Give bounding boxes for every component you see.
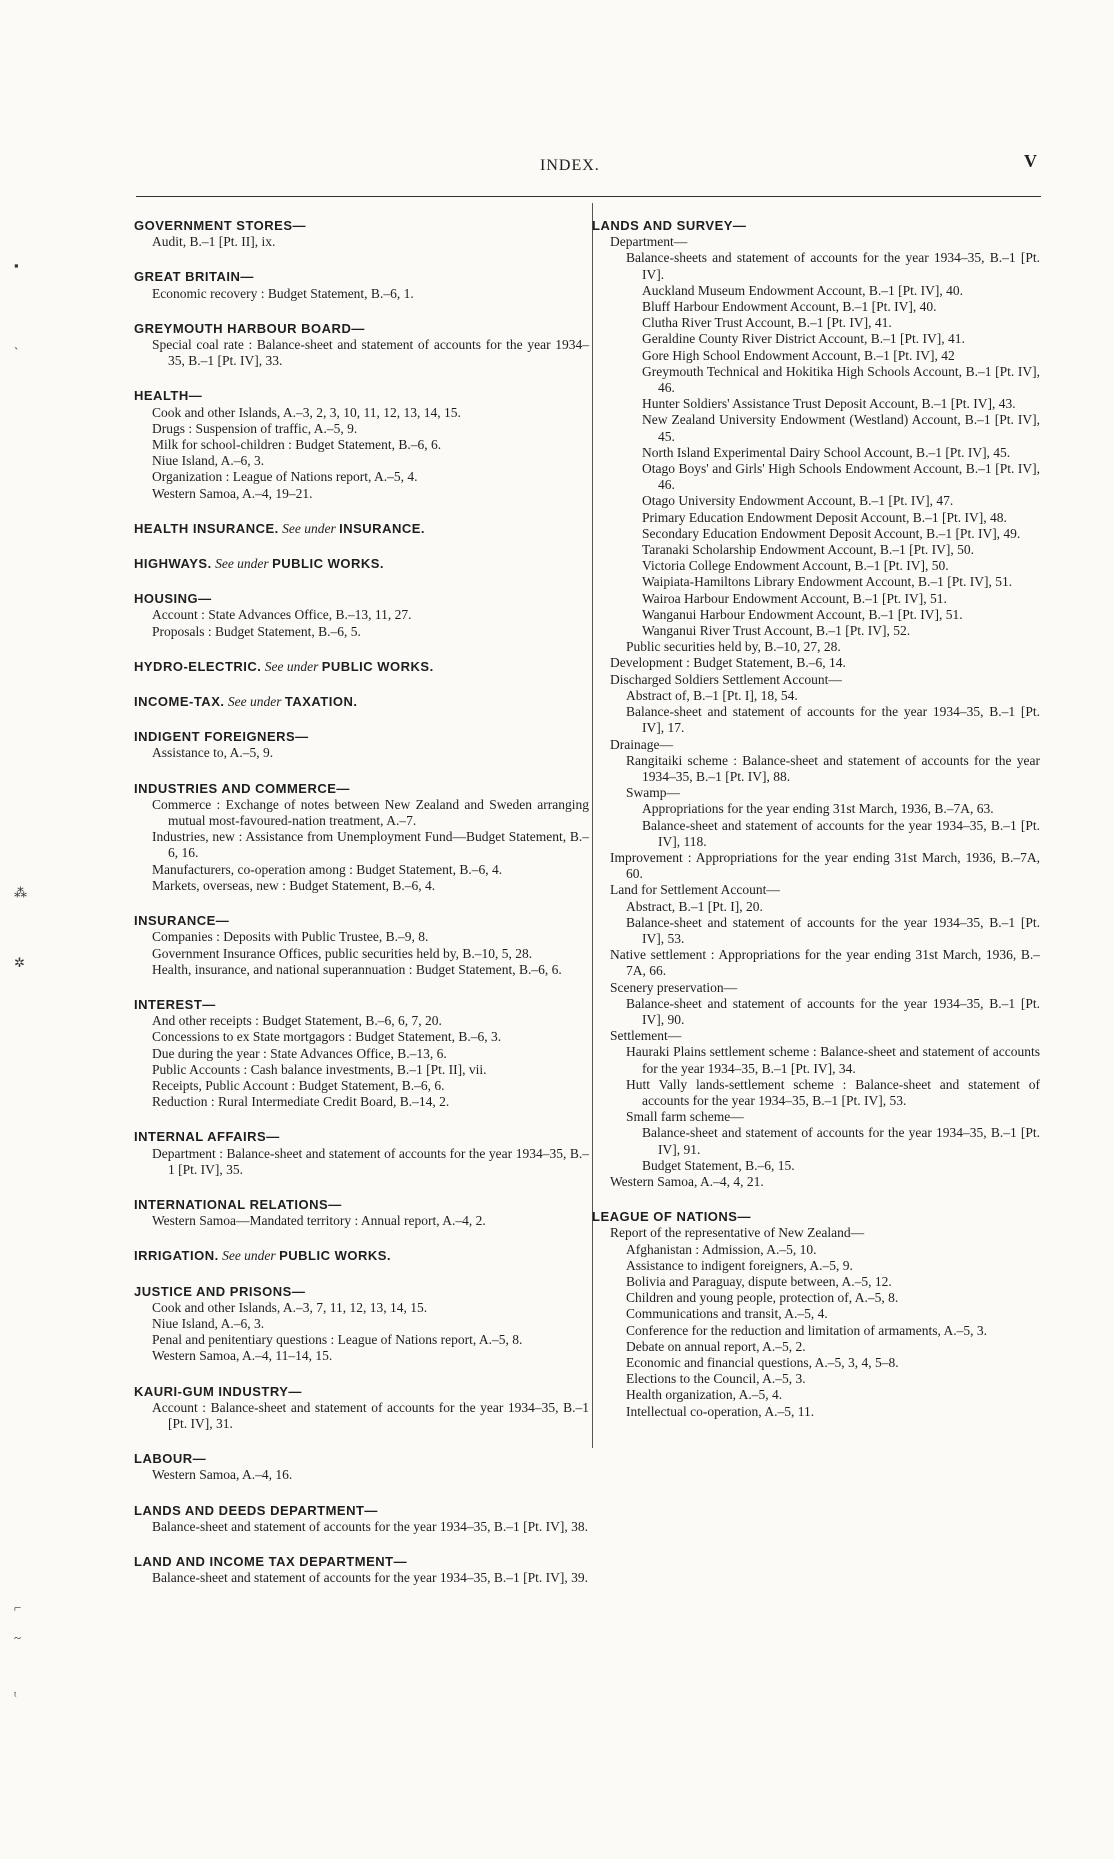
index-heading-line [134, 556, 589, 572]
index-heading-line [134, 321, 589, 337]
index-heading: INTERNAL AFFAIRS— [134, 1129, 280, 1145]
index-subentry: Elections to the Council, A.–5, 3. [626, 1371, 806, 1387]
index-heading: INSURANCE— [134, 913, 230, 929]
index-heading-line [134, 1554, 589, 1570]
index-entry [592, 218, 1040, 1190]
index-subentry: Bolivia and Paraguay, dispute between, A.–5, 12. [626, 1274, 892, 1289]
index-subentry: Drainage— [610, 736, 673, 752]
index-subentry: Wanganui River Trust Account, B.–1 [Pt. IV], 52. [642, 623, 911, 639]
index-subentry: Government Insurance Offices, public securities held by, B.–10, 5, 28. [152, 945, 533, 961]
index-heading: LANDS AND DEEDS DEPARTMENT— [134, 1502, 378, 1518]
index-heading: LAND AND INCOME TAX DEPARTMENT— [134, 1553, 408, 1569]
index-heading: JUSTICE AND PRISONS— [134, 1283, 306, 1299]
index-heading: HYDRO-ELECTRIC. [134, 658, 262, 674]
index-entry [592, 1209, 1040, 1420]
index-subentry: Otago University Endowment Account, B.–1 [Pt. IV], 47. [642, 493, 954, 509]
index-subentry: Cook and other Islands, A.–3, 7, 11, 12, 13, 14, 15. [152, 1299, 428, 1315]
index-subentry: Settlement— [610, 1028, 682, 1044]
see-under-label: See under [282, 520, 336, 536]
index-subentry: Improvement : Appropriations for the year ending 31st March, 1936, B.–7A, 60. [610, 849, 1040, 882]
index-subentry: Wairoa Harbour Endowment Account, B.–1 [Pt. IV], 51. [642, 590, 947, 606]
index-subentry: Markets, overseas, new : Budget Statement, B.–6, 4. [152, 877, 436, 893]
see-under-label: See under [222, 1248, 276, 1264]
index-subentry: Assistance to, A.–5, 9. [152, 745, 274, 761]
index-subentry: Balance-sheets and statement of accounts for the year 1934–35, B.–1 [Pt. IV]. [626, 250, 1040, 282]
index-heading: GOVERNMENT STORES— [134, 218, 307, 233]
index-heading-line [134, 729, 589, 745]
index-heading-line [134, 218, 589, 234]
index-subentry: Reduction : Rural Intermediate Credit Board, B.–14, 2. [152, 1094, 450, 1110]
index-subentry: Audit, B.–1 [Pt. II], ix. [152, 234, 276, 250]
index-heading-line [134, 388, 589, 404]
index-subentry: Department— [610, 234, 688, 250]
index-subentry: Organization : League of Nations report, A.–5, 4. [152, 469, 418, 485]
index-subentry: Balance-sheet and statement of accounts for the year 1934–35, B.–1 [Pt. IV], 17. [626, 704, 1040, 736]
index-heading-line [134, 694, 589, 710]
cross-reference-target: PUBLIC WORKS. [279, 1248, 392, 1264]
index-heading: INTEREST— [134, 996, 216, 1012]
index-subentry: Bluff Harbour Endowment Account, B.–1 [Pt. IV], 40. [642, 299, 937, 315]
index-subentry: Western Samoa, A.–4, 11–14, 15. [152, 1348, 333, 1364]
index-subentry: Clutha River Trust Account, B.–1 [Pt. IV], 41. [642, 315, 892, 331]
index-heading-line [134, 659, 589, 675]
index-heading: LABOUR— [134, 1451, 207, 1467]
index-subentry: Waipiata-Hamiltons Library Endowment Account, B.–1 [Pt. IV], 51. [642, 574, 1013, 590]
index-heading: IRRIGATION. [134, 1248, 219, 1264]
index-subentry: Victoria College Endowment Account, B.–1 [Pt. IV], 50. [642, 558, 949, 574]
index-heading-line [592, 218, 1040, 234]
index-subentry: Budget Statement, B.–6, 15. [642, 1157, 795, 1173]
index-subentry: Development : Budget Statement, B.–6, 14. [610, 655, 846, 671]
margin-mark: ˎ [14, 335, 19, 350]
index-entry [134, 218, 589, 250]
margin-mark: ⁂ [14, 885, 27, 900]
index-subentry: Report of the representative of New Zealand— [610, 1225, 865, 1241]
index-heading-line [134, 1384, 589, 1400]
header-rule [136, 196, 1041, 197]
index-subentry: Western Samoa, A.–4, 19–21. [152, 485, 313, 501]
index-subentry: Account : Balance-sheet and statement of accounts for the year 1934–35, B.–1 [Pt. IV], 31. [152, 1399, 589, 1431]
index-heading: GREAT BRITAIN— [134, 269, 254, 285]
index-entry [134, 1129, 589, 1178]
index-subentry: Special coal rate : Balance-sheet and statement of accounts for the year 1934–35, B.–1 [Pt. IV], 33. [152, 337, 589, 369]
index-subentry: Small farm scheme— [626, 1109, 744, 1125]
index-entry [134, 659, 589, 675]
index-heading: INCOME-TAX. [134, 694, 225, 710]
see-under-label: See under [264, 658, 319, 674]
index-subentry: And other receipts : Budget Statement, B.–6, 6, 7, 20. [152, 1013, 442, 1029]
index-subentry: Commerce : Exchange of notes between New Zealand and Sweden arranging mutual most-favoured-nation treatment, A.–7. [152, 796, 589, 829]
see-under-label: See under [215, 556, 269, 572]
index-subentry: North Island Experimental Dairy School Account, B.–1 [Pt. IV], 45. [642, 444, 1011, 460]
index-heading: INDIGENT FOREIGNERS— [134, 729, 309, 745]
index-heading: INTERNATIONAL RELATIONS— [134, 1196, 342, 1212]
index-entry [134, 1451, 589, 1483]
index-subentry: Rangitaiki scheme : Balance-sheet and statement of accounts for the year 1934–35, B.–1 [Pt. IV], 88. [626, 752, 1040, 784]
cross-reference-target: INSURANCE. [339, 520, 426, 536]
index-heading-line [592, 1209, 1040, 1225]
margin-mark: ⌐ [14, 1600, 22, 1615]
index-column-right [592, 218, 1040, 1439]
index-entry [134, 1554, 589, 1586]
index-entry [134, 591, 589, 640]
index-subentry: Balance-sheet and statement of accounts for the year 1934–35, B.–1 [Pt. IV], 90. [626, 995, 1040, 1027]
index-subentry: Economic recovery : Budget Statement, B.–6, 1. [152, 285, 414, 301]
index-subentry: Western Samoa—Mandated territory : Annual report, A.–4, 2. [152, 1213, 486, 1229]
index-subentry: Account : State Advances Office, B.–13, 11, 27. [152, 607, 412, 623]
page-title: INDEX. [540, 157, 600, 174]
index-entry [134, 694, 589, 710]
index-entry [134, 1284, 589, 1365]
index-entry [134, 729, 589, 761]
index-subentry: Hunter Soldiers' Assistance Trust Deposit Account, B.–1 [Pt. IV], 43. [642, 396, 1016, 412]
index-subentry: Geraldine County River District Account, B.–1 [Pt. IV], 41. [642, 331, 965, 347]
index-subentry: Due during the year : State Advances Office, B.–13, 6. [152, 1045, 447, 1061]
index-subentry: Companies : Deposits with Public Trustee, B.–9, 8. [152, 929, 429, 945]
index-subentry: Manufacturers, co-operation among : Budget Statement, B.–6, 4. [152, 861, 503, 877]
index-heading: INDUSTRIES AND COMMERCE— [134, 780, 350, 796]
index-heading: GREYMOUTH HARBOUR BOARD— [134, 320, 365, 336]
index-subentry: Health, insurance, and national superannuation : Budget Statement, B.–6, 6. [152, 961, 562, 977]
index-subentry: Abstract, B.–1 [Pt. I], 20. [626, 898, 763, 914]
index-subentry: Western Samoa, A.–4, 16. [152, 1467, 293, 1483]
index-subentry: Gore High School Endowment Account, B.–1 [Pt. IV], 42 [642, 347, 955, 363]
index-column-left [134, 218, 589, 1605]
see-under-label: See under [227, 694, 282, 710]
index-subentry: Balance-sheet and statement of accounts for the year 1934–35, B.–1 [Pt. IV], 38. [152, 1518, 588, 1534]
index-subentry: Abstract of, B.–1 [Pt. I], 18, 54. [626, 687, 798, 703]
index-subentry: Drugs : Suspension of traffic, A.–5, 9. [152, 420, 358, 436]
index-subentry: Concessions to ex State mortgagors : Budget Statement, B.–6, 3. [152, 1029, 502, 1045]
index-heading-line [134, 997, 589, 1013]
index-entry [134, 269, 589, 301]
index-heading-line [134, 521, 589, 537]
index-subentry: Public securities held by, B.–10, 27, 28. [626, 639, 841, 655]
margin-mark: ▪ [14, 258, 19, 273]
index-heading: HEALTH— [134, 388, 203, 404]
index-subentry: Native settlement : Appropriations for the year ending 31st March, 1936, B.–7A, 66. [610, 947, 1040, 979]
index-subentry: New Zealand University Endowment (Westland) Account, B.–1 [Pt. IV], 45. [642, 412, 1040, 444]
index-subentry: Proposals : Budget Statement, B.–6, 5. [152, 623, 361, 639]
index-entry [134, 1197, 589, 1229]
index-entry [134, 521, 589, 537]
index-subentry: Industries, new : Assistance from Unemployment Fund—Budget Statement, B.–6, 16. [152, 829, 589, 861]
index-subentry: Niue Island, A.–6, 3. [152, 453, 265, 469]
index-heading-line [134, 1451, 589, 1467]
index-heading-line [134, 913, 589, 929]
index-subentry: Health organization, A.–5, 4. [626, 1387, 783, 1403]
index-subentry: Taranaki Scholarship Endowment Account, B.–1 [Pt. IV], 50. [642, 542, 974, 558]
margin-mark: ✲ [14, 955, 25, 970]
index-subentry: Afghanistan : Admission, A.–5, 10. [626, 1241, 817, 1257]
index-subentry: Balance-sheet and statement of accounts for the year 1934–35, B.–1 [Pt. IV], 118. [642, 817, 1040, 849]
index-subentry: Penal and penitentiary questions : League of Nations report, A.–5, 8. [152, 1332, 523, 1348]
index-subentry: Land for Settlement Account— [610, 882, 780, 898]
index-subentry: Communications and transit, A.–5, 4. [626, 1306, 828, 1322]
index-heading-line [134, 1284, 589, 1300]
index-subentry: Hauraki Plains settlement scheme : Balance-sheet and statement of accounts for the year 1934–35, B.–1 [Pt. IV], 34. [626, 1044, 1040, 1076]
index-subentry: Milk for school-children : Budget Statement, B.–6, 6. [152, 437, 442, 453]
index-subentry: Appropriations for the year ending 31st March, 1936, B.–7A, 63. [642, 801, 994, 817]
index-subentry: Cook and other Islands, A.–3, 2, 3, 10, 11, 12, 13, 14, 15. [152, 404, 461, 420]
index-entry [134, 1503, 589, 1535]
index-entry [134, 913, 589, 978]
index-entry [134, 321, 589, 370]
page-number: V [1024, 151, 1037, 171]
index-subentry: Auckland Museum Endowment Account, B.–1 [Pt. IV], 40. [642, 282, 963, 298]
index-heading-line [134, 1197, 589, 1213]
index-subentry: Balance-sheet and statement of accounts for the year 1934–35, B.–1 [Pt. IV], 91. [642, 1125, 1040, 1157]
index-subentry: Niue Island, A.–6, 3. [152, 1315, 265, 1331]
index-entry [134, 388, 589, 501]
index-heading-line [134, 1248, 589, 1264]
margin-mark: ~ [14, 1630, 22, 1645]
cross-reference-target: PUBLIC WORKS. [321, 658, 434, 674]
index-heading-line [134, 1503, 589, 1519]
index-entry [134, 1248, 589, 1264]
index-entry [134, 1384, 589, 1433]
index-heading: LEAGUE OF NATIONS— [592, 1209, 751, 1225]
index-subentry: Debate on annual report, A.–5, 2. [626, 1338, 806, 1354]
index-heading: LANDS AND SURVEY— [592, 218, 747, 233]
index-subentry: Public Accounts : Cash balance investments, B.–1 [Pt. II], vii. [152, 1061, 487, 1077]
index-subentry: Secondary Education Endowment Deposit Account, B.–1 [Pt. IV], 49. [642, 525, 1021, 541]
index-heading-line [134, 269, 589, 285]
cross-reference-target: PUBLIC WORKS. [272, 556, 385, 572]
index-subentry: Primary Education Endowment Deposit Account, B.–1 [Pt. IV], 48. [642, 509, 1007, 525]
index-heading-line [134, 1129, 589, 1145]
index-heading-line [134, 591, 589, 607]
index-subentry: Swamp— [626, 785, 680, 801]
index-subentry: Children and young people, protection of, A.–5, 8. [626, 1290, 899, 1306]
index-subentry: Scenery preservation— [610, 979, 738, 995]
index-subentry: Department : Balance-sheet and statement of accounts for the year 1934–35, B.–1 [Pt. IV], 35. [152, 1145, 589, 1177]
index-subentry: Balance-sheet and statement of accounts for the year 1934–35, B.–1 [Pt. IV], 53. [626, 914, 1040, 946]
index-entry [134, 781, 589, 894]
cross-reference-target: TAXATION. [284, 694, 358, 710]
index-subentry: Assistance to indigent foreigners, A.–5, 9. [626, 1257, 853, 1273]
index-entry [134, 556, 589, 572]
margin-mark: ᵗ [14, 1688, 17, 1703]
index-heading: HIGHWAYS. [134, 556, 212, 572]
index-heading: HOUSING— [134, 591, 212, 607]
index-heading-line [134, 781, 589, 797]
index-subentry: Discharged Soldiers Settlement Account— [610, 671, 842, 687]
index-subentry: Intellectual co-operation, A.–5, 11. [626, 1403, 815, 1419]
index-subentry: Balance-sheet and statement of accounts for the year 1934–35, B.–1 [Pt. IV], 39. [152, 1570, 588, 1586]
index-subentry: Western Samoa, A.–4, 4, 21. [610, 1173, 764, 1189]
index-subentry: Conference for the reduction and limitation of armaments, A.–5, 3. [626, 1322, 988, 1338]
index-entry [134, 997, 589, 1110]
index-subentry: Wanganui Harbour Endowment Account, B.–1 [Pt. IV], 51. [642, 606, 963, 622]
index-subentry: Greymouth Technical and Hokitika High Schools Account, B.–1 [Pt. IV], 46. [642, 363, 1040, 396]
index-subentry: Economic and financial questions, A.–5, 3, 4, 5–8. [626, 1355, 899, 1371]
index-heading: KAURI-GUM INDUSTRY— [134, 1383, 302, 1399]
index-heading: HEALTH INSURANCE. [134, 520, 279, 536]
index-subentry: Receipts, Public Account : Budget Statement, B.–6, 6. [152, 1077, 445, 1093]
index-subentry: Otago Boys' and Girls' High Schools Endowment Account, B.–1 [Pt. IV], 46. [642, 461, 1040, 493]
index-subentry: Hutt Vally lands-settlement scheme : Balance-sheet and statement of accounts for the year 1934–35, B.–1 [Pt. IV], 53. [626, 1076, 1040, 1108]
